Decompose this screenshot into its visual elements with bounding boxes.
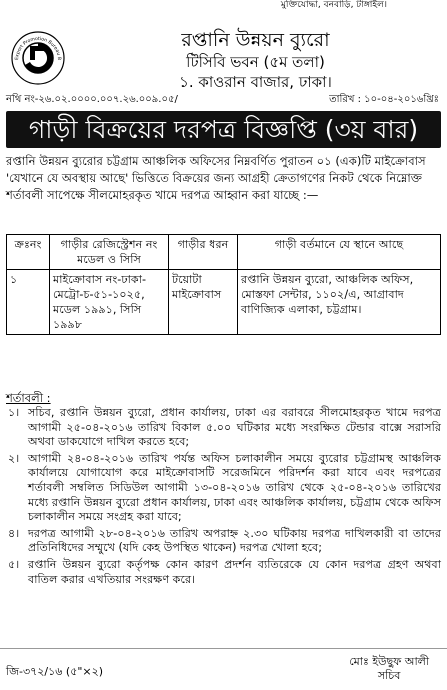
term-text: আগামী ২৪-০৪-২০১৬ তারিখ পর্যন্ত অফিস চলাকালীন সময়ে ব্যুরোর চট্টগ্রামস্থ আঞ্চলিক কার্যালয়ে যোগাযোগ করে মাইক্রোবাসটি সরেজমিনে পরিদর্শন করা যাবে এবং দরপত্রের শর্তাবলী সম্বলিত সিডিউল আগামী ১৩-০৪-২০১৬ তারিখ থেকে ২৫-০৪-২০১৬ তারিখের মধ্যে রপ্তানি উন্নয়ন ব্যুরো প্রধান কার্যালয়, ঢাকা এবং আঞ্চলিক কার্যালয়, চট্টগ্রাম থেকে অফিস চলাকালীন সময়ে সংগ্রহ করা যাবে; <box>28 451 441 524</box>
signatory-title: সচিব <box>377 669 401 682</box>
epb-logo-icon <box>10 30 66 88</box>
footer-divider <box>0 648 447 649</box>
term-item <box>6 527 441 556</box>
file-number: নথি নং-২৬.০২.০০০০.০০৭.২৬.০০৯.০৫/ <box>6 94 178 105</box>
header <box>6 26 441 91</box>
term-text: রপ্তানি উন্নয়ন ব্যুরো কর্তৃপক্ষ কোন কারণ প্রদর্শন ব্যতিরেকে যে কোন দরপত্র গ্রহণ অথবা বাতিল করার এখতিয়ার সংরক্ষণ করে। <box>28 557 441 586</box>
term-number: ৫। <box>8 557 20 571</box>
top-cropped-line <box>0 0 447 14</box>
address: ১. কাওরান বাজার, ঢাকা। <box>179 73 332 91</box>
top-line-text: মুক্তিযোদ্ধা, বনবাড়ি, টাঙ্গাইল। <box>280 0 387 10</box>
building-name: টিসিবি ভবন (৫ম তলা) <box>186 53 325 71</box>
term-item <box>6 558 441 587</box>
term-text: সচিব, রপ্তানি উন্নয়ন ব্যুরো, প্রধান কার্যালয়, ঢাকা এর বরাবরে সীলমোহরকৃত খামে দরপত্র আগামী ২৫-০৪-২০১৬ তারিখ বিকাল ৫.০০ ঘটিকার মধ্যে সংরক্ষিত টেন্ডার বাক্সে সরাসরি অথবা ডাকযোগে দাখিল করতে হবে; <box>28 406 441 449</box>
signature-block <box>349 655 429 683</box>
term-number: ৪। <box>8 526 20 540</box>
ad-code: জি-৩৭২/১৬ (৫"×২) <box>6 665 104 678</box>
header-text <box>70 26 441 92</box>
term-text: দরপত্র আগামী ২৮-০৪-২০১৬ তারিখ অপরাহ্ন ২.৩০ ঘটিকায় দরপত্র দাখিলকারী বা তাদের প্রতিনিধিদের সম্মুখে (যদি কেহ উপস্থিত থাকেন) দরপত্র খোলা হবে; <box>28 526 441 555</box>
cell-vehicle-type: টয়োটা মাইক্রোবাস <box>169 270 238 335</box>
table-row <box>7 270 441 335</box>
term-number: ১। <box>8 406 20 419</box>
col-registration: গাড়ীর রেজিস্ট্রেশন নং মডেল ও সিসি <box>50 235 169 270</box>
term-item <box>6 452 441 525</box>
col-location: গাড়ী বর্তমানে যে স্থানে আছে <box>238 235 441 270</box>
signatory-name: মোঃ ইউছুফ আলী <box>349 655 429 668</box>
notice-title-banner: গাড়ী বিক্রয়ের দরপত্র বিজ্ঞপ্তি (৩য় বার) <box>6 111 441 148</box>
col-serial: ক্রঃনং <box>7 235 50 270</box>
table-header-row <box>7 235 441 270</box>
intro-paragraph: রপ্তানি উন্নয়ন ব্যুরোর চট্টগ্রাম আঞ্চলিক অফিসের নিম্নবর্ণিত পুরাতন ০১ (এক)টি মাইক্রোবাস 'যেখানে যে অবস্থায় আছে' ভিত্তিতে বিক্রয়ের জন্য আগ্রহী ক্রেতাগণের নিকট থেকে নিম্নোক্ত শর্তাবলী সাপেক্ষে সীলমোহরকৃত খামে দরপত্র আহ্বান করা যাচ্ছে :— <box>6 154 426 202</box>
organization-name: রপ্তানি উন্নয়ন ব্যুরো <box>181 29 330 51</box>
term-number: ২। <box>8 451 20 465</box>
cell-location: রপ্তানি উন্নয়ন ব্যুরো, আঞ্চলিক অফিস, মোস্তফা সেন্টার, ১১০২/এ, আগ্রাবাদ বাণিজ্যিক এলাকা, চট্টগ্রাম। <box>238 270 441 335</box>
term-item <box>6 406 441 450</box>
cell-registration: মাইক্রোবাস নং-ঢাকা-মেট্রো-চ-৫১-১০২৫, মডেল ১৯৯১, সিসি ১৯৯৮ <box>50 270 169 335</box>
terms-list <box>6 406 441 589</box>
terms-title: শর্তাবলী : <box>6 391 51 405</box>
logo-text: Export Promotion Bureau B <box>14 36 62 61</box>
date: তারিখ : ১০-০৪-২০১৬খ্রিঃ <box>329 94 439 105</box>
vehicle-table <box>6 234 441 335</box>
col-vehicle-type: গাড়ীর ধরন <box>169 235 238 270</box>
cell-serial: ১ <box>7 270 50 335</box>
